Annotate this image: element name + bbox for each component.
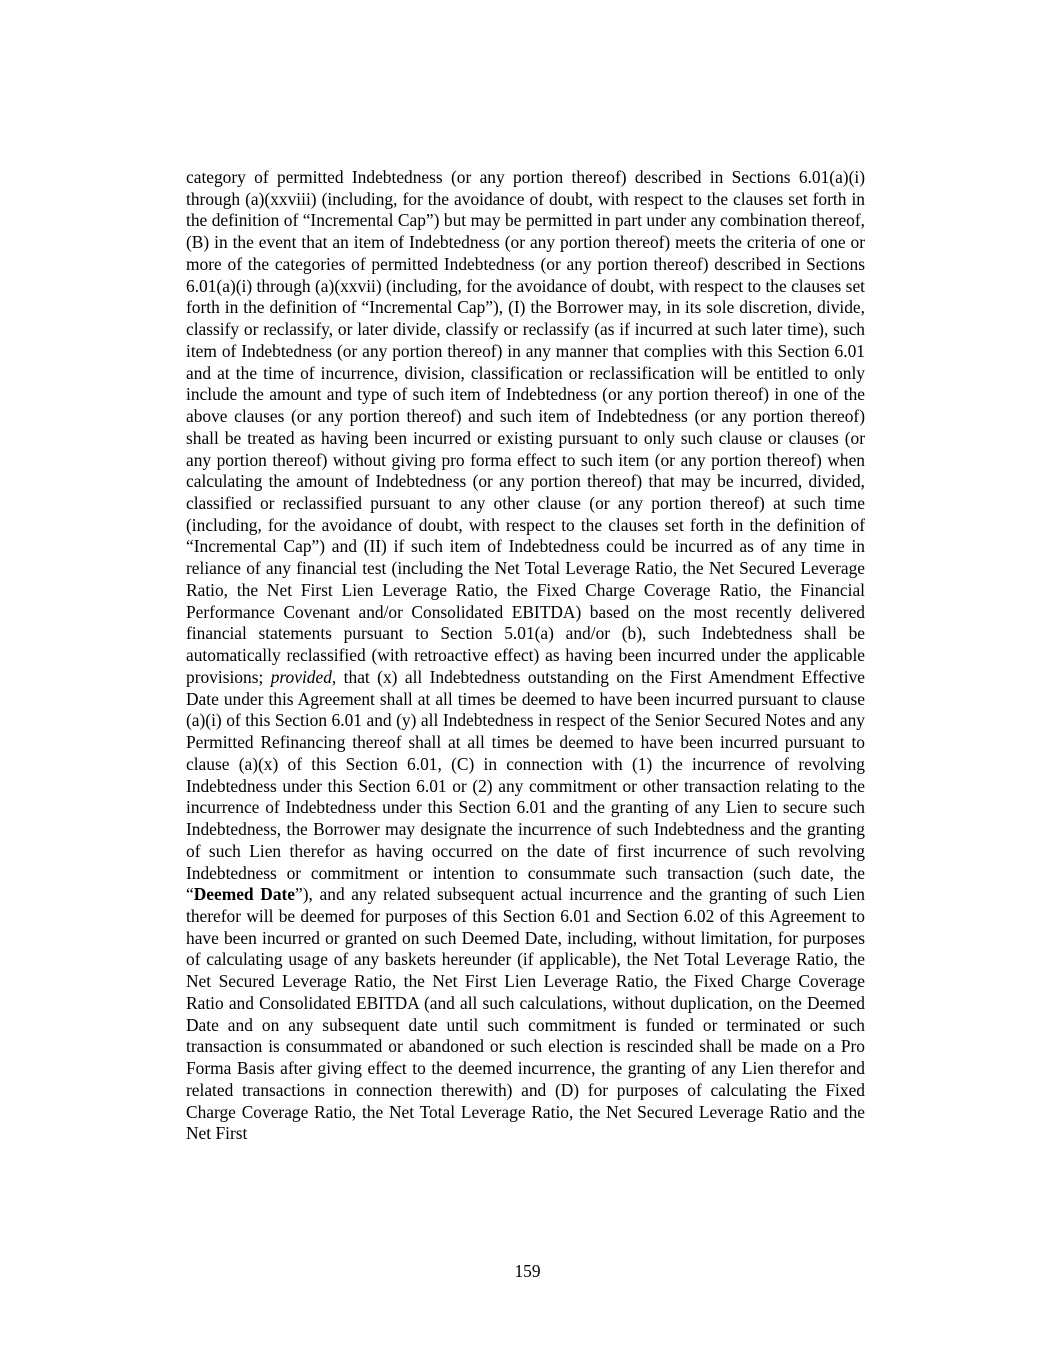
provided-term: provided <box>270 666 332 687</box>
paragraph-text-part-1: category of permitted Indebtedness (or any portion thereof) described in Sections 6.01(a)(i) through (a)(xxviii) (including, for the avoidance of doubt, with respect to the clauses set forth in the definition of “Incremental Cap”) but may be permitted in part under any combination thereof, (B) in the event that an item of Indebtedness (or any portion thereof) meets the criteria of one or more of the categories of permitted Indebtedness (or any portion thereof) described in Sections 6.01(a)(i) through (a)(xxvii) (including, for the avoidance of doubt, with respect to the clauses set forth in the definition of “Incremental Cap”), (I) the Borrower may, in its sole discretion, divide, classify or reclassify, or later divide, classify or reclassify (as if incurred at such later time), such item of Indebtedness (or any portion thereof) in any manner that complies with this Section 6.01 and at the time of incurrence, division, classification or reclassification will be entitled to only include the amount and type of such item of Indebtedness (or any portion thereof) in one of the above clauses (or any portion thereof) and such item of Indebtedness (or any portion thereof) shall be treated as having been incurred or existing pursuant to only such clause or clauses (or any portion thereof) without giving pro forma effect to such item (or any portion thereof) when calculating the amount of Indebtedness (or any portion thereof) that may be incurred, divided, classified or reclassified pursuant to any other clause (or any portion thereof) at such time (including, for the avoidance of doubt, with respect to the clauses set forth in the definition of “Incremental Cap”) and (II) if such item of Indebtedness could be incurred as of any time in reliance of any financial test (including the Net Total Leverage Ratio, the Net Secured Leverage Ratio, the Net First Lien Leverage Ratio, the Fixed Charge Coverage Ratio, the Financial Performance Covenant and/or Consolidated EBITDA) based on the most recently delivered financial statements pursuant to Section 5.01(a) and/or (b), such Indebtedness shall be automatically reclassified (with retroactive effect) as having been incurred under the applicable provisions; <box>186 167 865 687</box>
body-paragraph <box>186 167 865 1145</box>
paragraph-text-part-3: ”), and any related subsequent actual incurrence and the granting of such Lien therefor will be deemed for purposes of this Section 6.01 and Section 6.02 of this Agreement to have been incurred or granted on such Deemed Date, including, without limitation, for purposes of calculating usage of any baskets hereunder (if applicable), the Net Total Leverage Ratio, the Net Secured Leverage Ratio, the Net First Lien Leverage Ratio, the Fixed Charge Coverage Ratio and Consolidated EBITDA (and all such calculations, without duplication, on the Deemed Date and on any subsequent date until such commitment is funded or terminated or such transaction is consummated or abandoned or such election is rescinded shall be made on a Pro Forma Basis after giving effect to the deemed incurrence, the granting of any Lien therefor and related transactions in connection therewith) and (D) for purposes of calculating the Fixed Charge Coverage Ratio, the Net Total Leverage Ratio, the Net Secured Leverage Ratio and the Net First <box>186 884 865 1144</box>
paragraph-text-part-2: , that (x) all Indebtedness outstanding on the First Amendment Effective Date under this Agreement shall at all times be deemed to have been incurred pursuant to clause (a)(i) of this Section 6.01 and (y) all Indebtedness in respect of the Senior Secured Notes and any Permitted Refinancing thereof shall at all times be deemed to have been incurred pursuant to clause (a)(x) of this Section 6.01, (C) in connection with (1) the incurrence of revolving Indebtedness under this Section 6.01 or (2) any commitment or other transaction relating to the incurrence of Indebtedness under this Section 6.01 and the granting of any Lien to secure such Indebtedness, the Borrower may designate the incurrence of such Indebtedness and the granting of such Lien therefor as having occurred on the date of first incurrence of such revolving Indebtedness or commitment or intention to consummate such transaction (such date, the “ <box>186 666 865 905</box>
deemed-date-defined-term: Deemed Date <box>193 884 296 905</box>
page-number: 159 <box>514 1261 541 1281</box>
